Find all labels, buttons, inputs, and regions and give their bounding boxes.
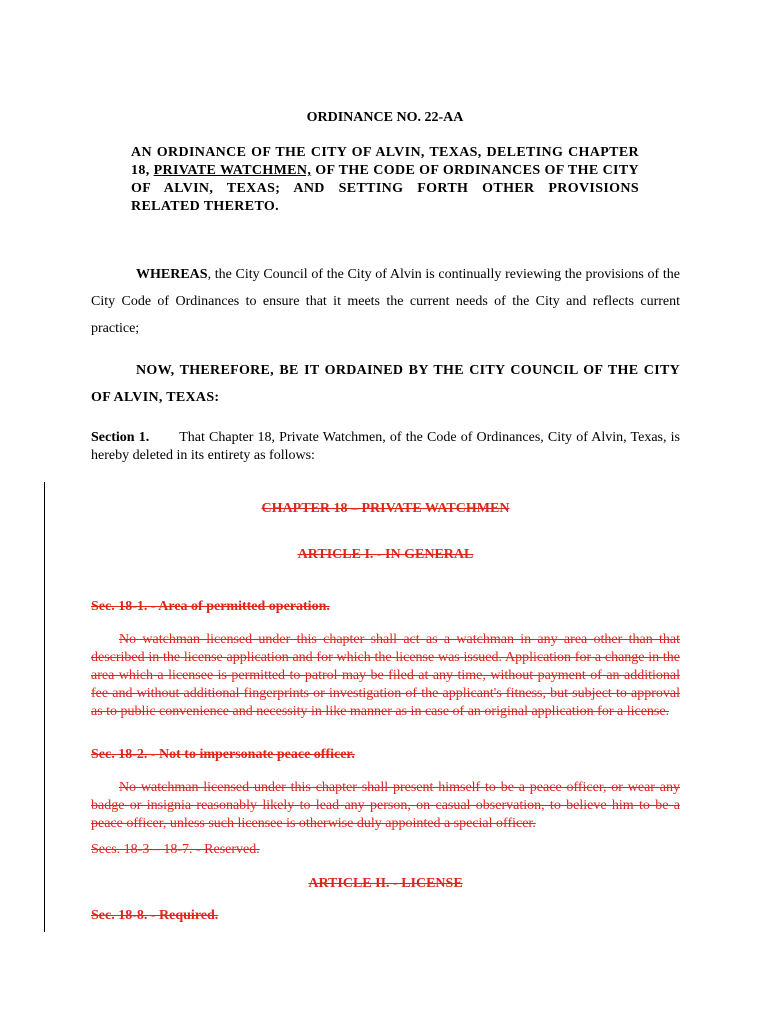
deleted-sec-18-1-body: No watchman licensed under this chapter shall act as a watchman in any area other than that described in the license application and for which the license was issued. Application for a change in the area which a licensee is permitted to patrol may be filed at any time, without payment of an additional fee and without additional fingerprints or investigation of the applicant's fitness, but subject to approval as to public convenience and necessity in like manner as in case of an original application for a license. <box>91 632 680 719</box>
ordinance-caption <box>131 144 639 216</box>
now-therefore-text: NOW, THEREFORE, BE IT ORDAINED BY THE CITY COUNCIL OF THE CITY OF ALVIN, TEXAS: <box>91 363 680 405</box>
section-1 <box>91 429 680 465</box>
deleted-article-2-heading: ARTICLE II. - LICENSE <box>308 876 463 891</box>
caption-part2: OF THE CODE OF ORDINANCES OF THE CITY OF ALVIN, TEXAS; AND SETTING FORTH OTHER PROVISIONS RELATED THERETO. <box>131 163 639 214</box>
revision-margin-bar <box>44 482 45 932</box>
deleted-sec-18-2-body: No watchman licensed under this chapter shall present himself to be a peace officer, or wear any badge or insignia reasonably likely to lead any person, on casual observation, to believe him to be a peace officer, unless such licensee is otherwise duly appointed a special officer. <box>91 780 680 831</box>
whereas-lead: WHEREAS <box>136 267 208 282</box>
section-1-label: Section 1. <box>91 430 150 445</box>
deleted-secs-reserved: Secs. 18-3 – 18-7. - Reserved. <box>91 842 260 857</box>
whereas-clause <box>91 261 680 342</box>
caption-part1: AN ORDINANCE OF THE CITY OF ALVIN, TEXAS, DELETING CHAPTER 18, <box>131 145 639 178</box>
caption-underlined: PRIVATE WATCHMEN, <box>153 163 312 178</box>
deleted-sec-18-2-heading: Sec. 18-2. - Not to impersonate peace officer. <box>91 747 355 762</box>
section-1-text: That Chapter 18, Private Watchmen, of the Code of Ordinances, City of Alvin, Texas, is hereby deleted in its entirety as follows: <box>91 430 680 463</box>
deleted-chapter-heading: CHAPTER 18 – PRIVATE WATCHMEN <box>261 501 510 516</box>
ordinance-number: ORDINANCE NO. 22-AA <box>306 110 464 125</box>
now-therefore-clause <box>91 357 680 411</box>
deleted-article-1-heading: ARTICLE I. - IN GENERAL <box>297 547 474 562</box>
whereas-text: , the City Council of the City of Alvin is continually reviewing the provisions of the City Code of Ordinances to ensure that it meets the current needs of the City and reflects current practice; <box>91 267 680 336</box>
deleted-sec-18-1-heading: Sec. 18-1. - Area of permitted operation. <box>91 599 330 614</box>
deleted-sec-18-8-heading: Sec. 18-8. - Required. <box>91 908 219 923</box>
